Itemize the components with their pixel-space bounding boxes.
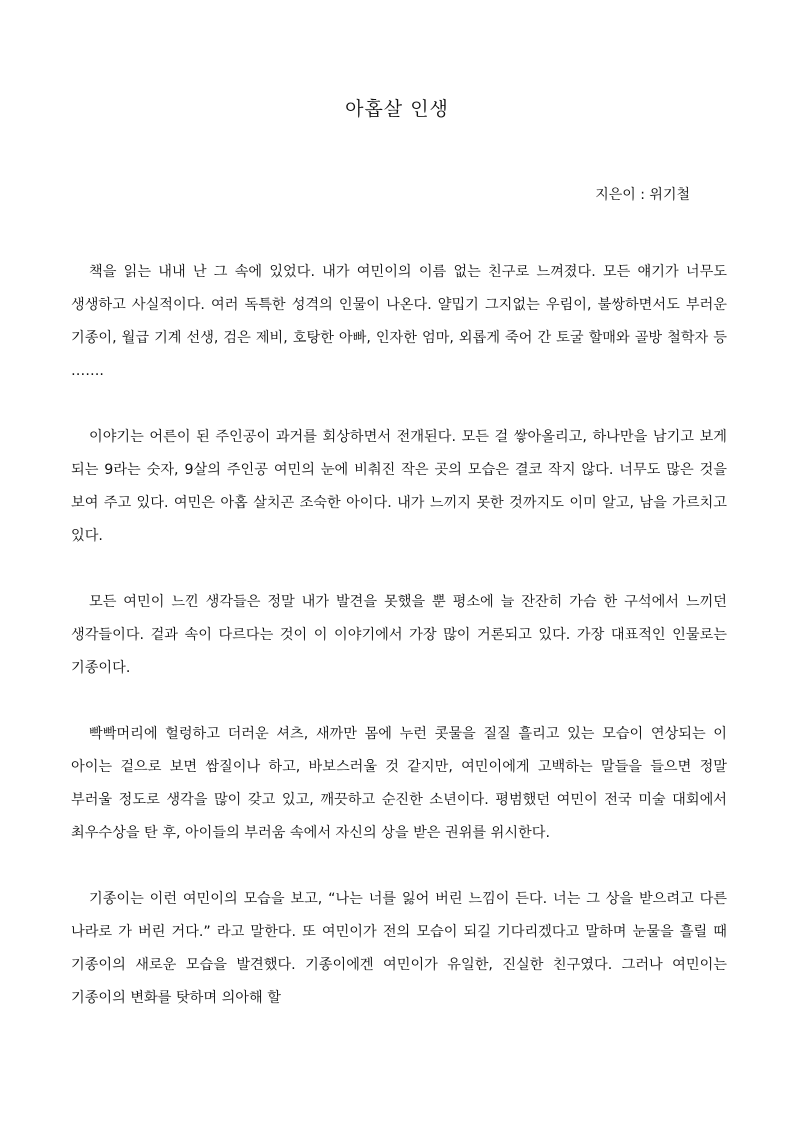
paragraph-3: 모든 여민이 느낀 생각들은 정말 내가 발견을 못했을 뿐 평소에 늘 잔잔히 가슴 한 구석에서 느끼던 생각들이다. 겉과 속이 다르다는 것이 이 이야기에서 가장 많이 거론되고 있다. 가장 대표적인 인물로는 기종이다.	[71, 594, 727, 676]
paragraph-1: 책을 읽는 내내 난 그 속에 있었다. 내가 여민이의 이름 없는 친구로 느껴졌다. 모든 얘기가 너무도 생생하고 사실적이다. 여러 독특한 성격의 인물이 나온다. 얄밉기 그지없는 우림이, 불쌍하면서도 부러운 기종이, 월급 기계 선생, 검은 제비, 호탕한 아빠, 인자한 엄마, 외롭게 죽어 간 토굴 할매와 골방 철학자 등 …….	[71, 264, 727, 379]
essay-body	[71, 256, 727, 1048]
document-title: 아홉살 인생	[345, 98, 449, 120]
author-line: 지은이 : 위기철	[595, 187, 690, 203]
paragraph-2: 이야기는 어른이 된 주인공이 과거를 회상하면서 전개된다. 모든 걸 쌓아올리고, 하나만을 남기고 보게 되는 9라는 숫자, 9살의 주인공 여민의 눈에 비춰진 작은 곳의 모습은 결코 작지 않다. 너무도 많은 것을 보여 주고 있다. 여민은 아홉 살치곤 조숙한 아이다. 내가 느끼지 못한 것까지도 이미 알고, 남을 가르치고 있다.	[71, 429, 727, 544]
paragraph-4: 빡빡머리에 헐렁하고 더러운 셔츠, 새까만 몸에 누런 콧물을 질질 흘리고 있는 모습이 연상되는 이 아이는 겉으로 보면 쌈질이나 하고, 바보스러울 것 같지만, 여민이에게 고백하는 말들을 들으면 정말 부러울 정도로 생각을 많이 갖고 있고, 깨끗하고 순진한 소년이다. 평범했던 여민이 전국 미술 대회에서 최우수상을 탄 후, 아이들의 부러움 속에서 자신의 상을 받은 권위를 위시한다.	[71, 726, 727, 841]
paragraph-5: 기종이는 이런 여민이의 모습을 보고, “나는 너를 잃어 버린 느낌이 든다. 너는 그 상을 받으려고 다른 나라로 가 버린 거다.” 라고 말한다. 또 여민이가 전의 모습이 되길 기다리겠다고 말하며 눈물을 흘릴 때 기종이의 새로운 모습을 발견했다. 기종이에겐 여민이가 유일한, 진실한 친구였다. 그러나 여민이는 기종이의 변화를 탓하며 의아해 할	[71, 891, 727, 1006]
